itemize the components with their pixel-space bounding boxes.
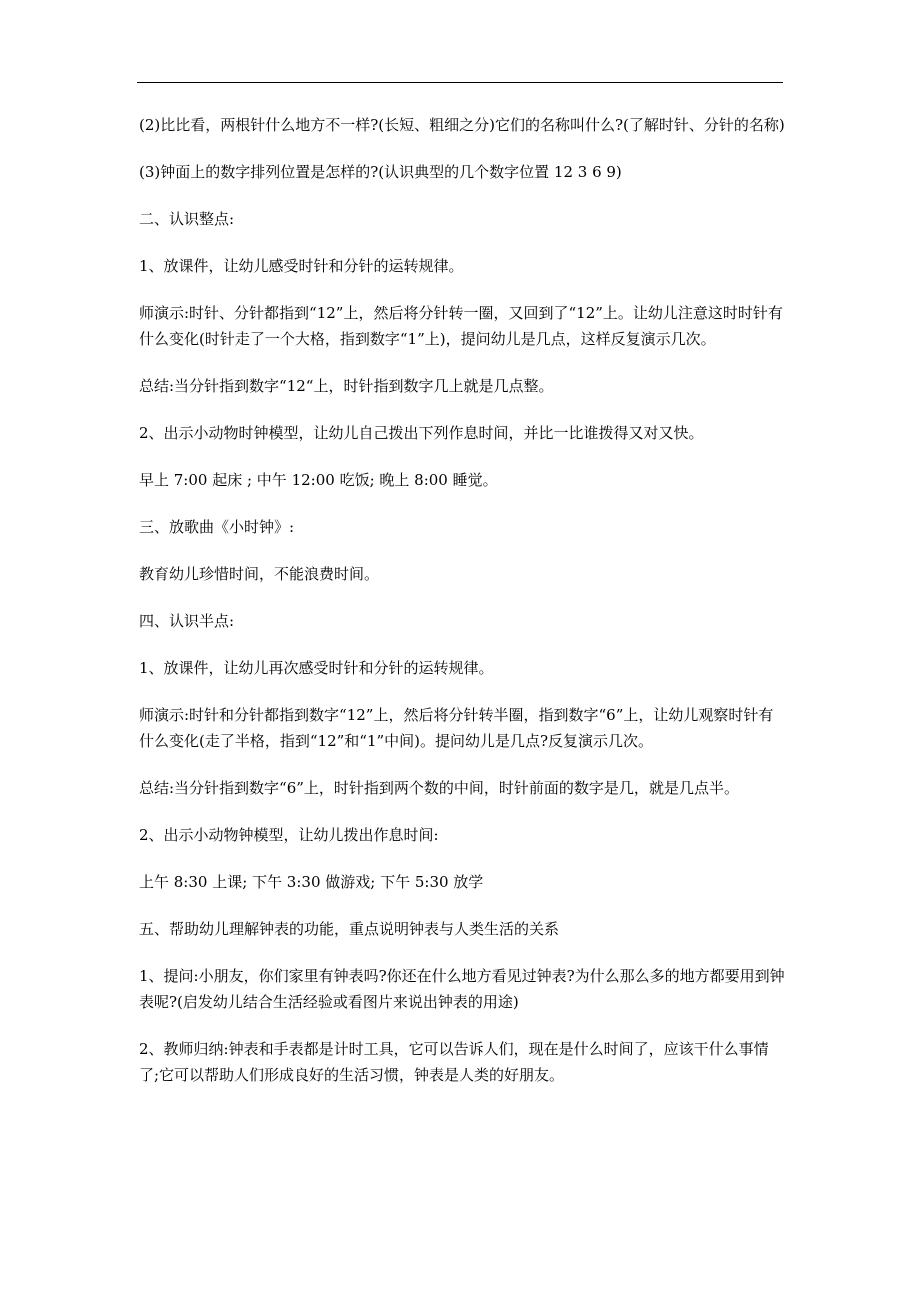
paragraph-summary-2: 总结:当分针指到数字“6”上，时针指到两个数的中间，时针前面的数字是几，就是几点半。 (139, 779, 739, 797)
paragraph-clock-model-1: 2、出示小动物时钟模型，让幼儿自己拨出下列作息时间，并比一比谁拨得又对又快。 (139, 424, 704, 442)
section-heading-whole-hour: 二、认识整点: (139, 210, 235, 228)
paragraph-summary-1: 总结:当分针指到数字“12“上，时针指到数字几上就是几点整。 (139, 377, 554, 395)
paragraph-teacher-summary: 2、教师归纳:钟表和手表都是计时工具，它可以告诉人们，现在是什么时间了，应该干什么事情了;它可以帮助人们形成良好的生活习惯，钟表是人类的好朋友。 (139, 1040, 769, 1084)
paragraph-teacher-demo-2: 师演示:时针和分针都指到数字“12”上，然后将分针转半圈，指到数字“6”上，让幼儿观察时针有什么变化(走了半格，指到“12”和“1”中间)。提问幼儿是几点?反复演示几次。 (139, 706, 774, 750)
paragraph-number-positions: (3)钟面上的数字排列位置是怎样的?(认识典型的几个数字位置 12 3 6 9) (139, 163, 622, 181)
section-heading-half-hour: 四、认识半点: (139, 612, 235, 630)
paragraph-teacher-demo-1: 师演示:时针、分针都指到“12”上，然后将分针转一圈，又回到了“12”上。让幼儿注意这时时针有什么变化(时针走了一个大格，指到数字“1”上)，提问幼儿是几点，这样反复演示几次。 (139, 304, 783, 348)
section-heading-song: 三、放歌曲《小时钟》: (139, 518, 295, 536)
paragraph-courseware-1: 1、放课件，让幼儿感受时针和分针的运转规律。 (139, 257, 464, 275)
paragraph-cherish-time: 教育幼儿珍惜时间，不能浪费时间。 (139, 565, 380, 583)
header-rule (137, 82, 783, 83)
paragraph-clock-model-2: 2、出示小动物钟模型，让幼儿拨出作息时间: (139, 826, 439, 844)
paragraph-schedule-2: 上午 8:30 上课; 下午 3:30 做游戏; 下午 5:30 放学 (139, 873, 484, 891)
section-heading-clock-function: 五、帮助幼儿理解钟表的功能，重点说明钟表与人类生活的关系 (139, 920, 560, 938)
document-body (139, 112, 785, 1109)
paragraph-schedule-1: 早上 7:00 起床 ; 中午 12:00 吃饭; 晚上 8:00 睡觉。 (139, 471, 498, 489)
paragraph-question: 1、提问:小朋友，你们家里有钟表吗?你还在什么地方看见过钟表?为什么那么多的地方都要用到钟表呢?(启发幼儿结合生活经验或看图片来说出钟表的用途) (139, 967, 785, 1011)
paragraph-compare-hands: (2)比比看，两根针什么地方不一样?(长短、粗细之分)它们的名称叫什么?(了解时针、分针的名称) (139, 116, 785, 134)
paragraph-courseware-2: 1、放课件，让幼儿再次感受时针和分针的运转规律。 (139, 659, 494, 677)
